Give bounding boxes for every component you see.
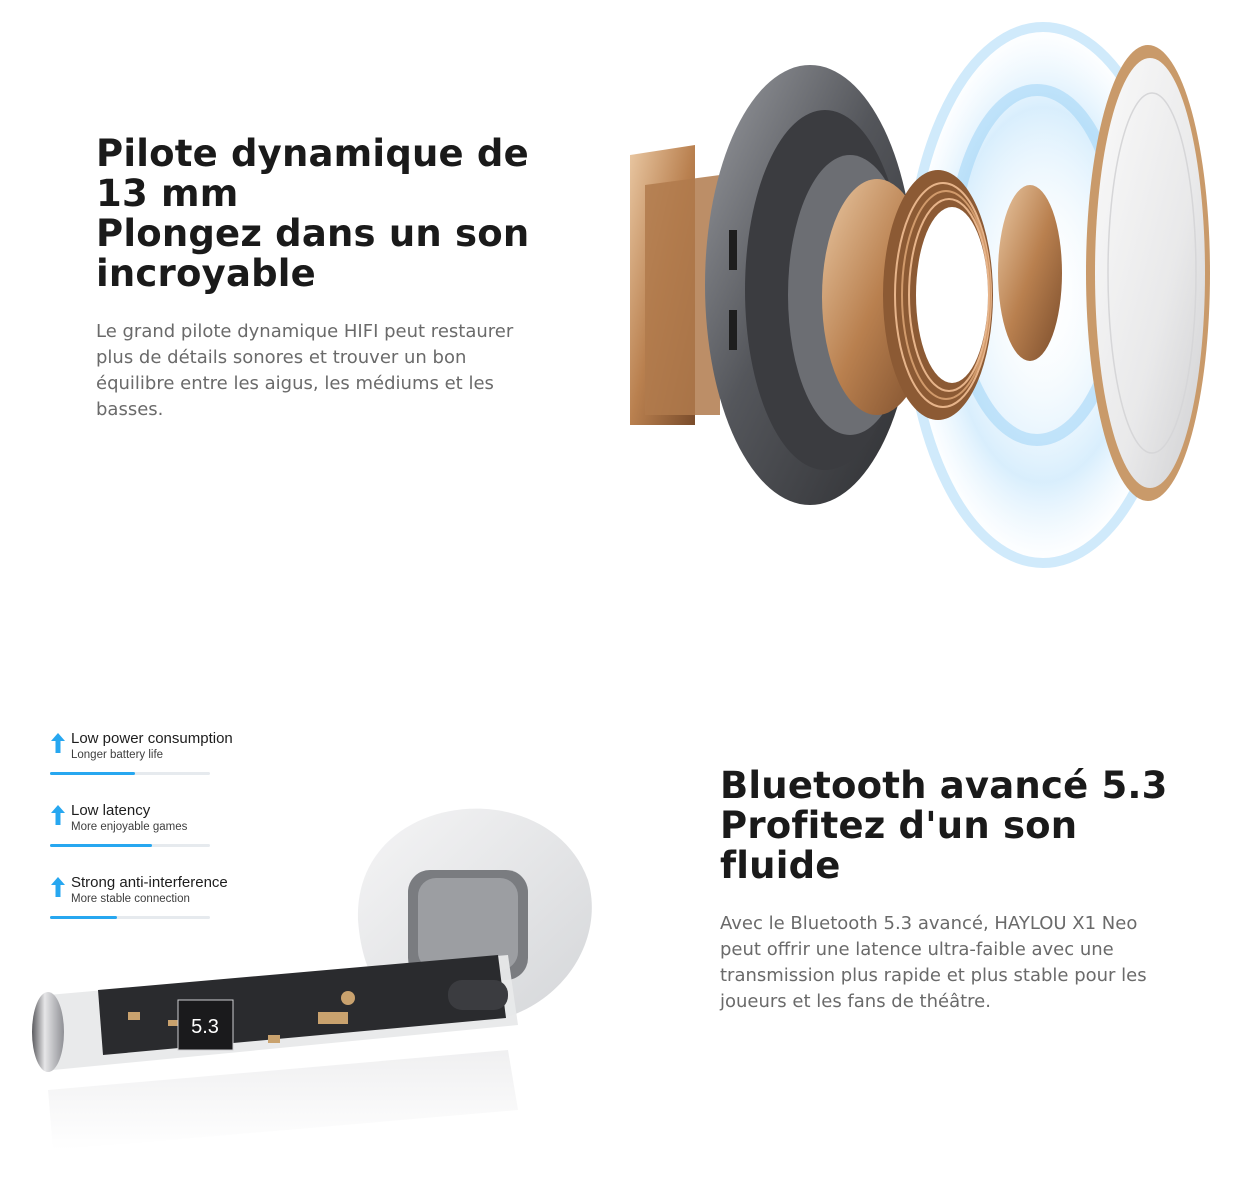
feature-level-bar [50,772,210,775]
driver-headline-line: incroyable [96,252,316,295]
feature-item [50,872,290,944]
feature-title: Strong anti-interference [71,874,228,891]
driver-exploded-image [625,15,1215,575]
feature-level-bar [50,916,210,919]
arrow-up-icon [50,732,66,754]
feature-item [50,728,290,800]
driver-headline [96,134,566,294]
bluetooth-headline-line: fluide [720,844,841,887]
bluetooth-headline-line: Bluetooth avancé 5.3 [720,764,1168,807]
copper-disc [998,185,1062,361]
driver-headline-line: 13 mm [96,172,239,215]
feature-item [50,800,290,872]
driver-headline-line: Plongez dans un son [96,212,530,255]
driver-description: Le grand pilote dynamique HIFI peut restaurer plus de détails sonores et trouver un bon équilibre entre les aigus, les médiums et les basses. [96,321,514,420]
bluetooth-headline [720,766,1190,886]
feature-subtitle: Longer battery life [71,749,164,761]
bluetooth-headline-line: Profitez d'un son [720,804,1078,847]
feature-level-bar [50,844,210,847]
feature-list [50,728,290,944]
stem-tip [32,992,64,1072]
feature-title: Low power consumption [71,730,233,747]
driver-section [0,0,1249,590]
arrow-up-icon [50,876,66,898]
feature-title: Low latency [71,802,151,819]
bluetooth-description: Avec le Bluetooth 5.3 avancé, HAYLOU X1 Neo peut offrir une latence ultra-faible avec une transmission plus rapide et plus stable pour les joueurs et les fans de théâtre. [720,913,1147,1012]
voice-coil [883,170,993,420]
bluetooth-section [0,590,1249,1192]
arrow-up-icon [50,804,66,826]
feature-subtitle: More stable connection [71,893,190,905]
feature-subtitle: More enjoyable games [71,821,188,833]
driver-headline-line: Pilote dynamique de [96,132,529,175]
bt-chip-label: 5.3 [191,1016,219,1038]
